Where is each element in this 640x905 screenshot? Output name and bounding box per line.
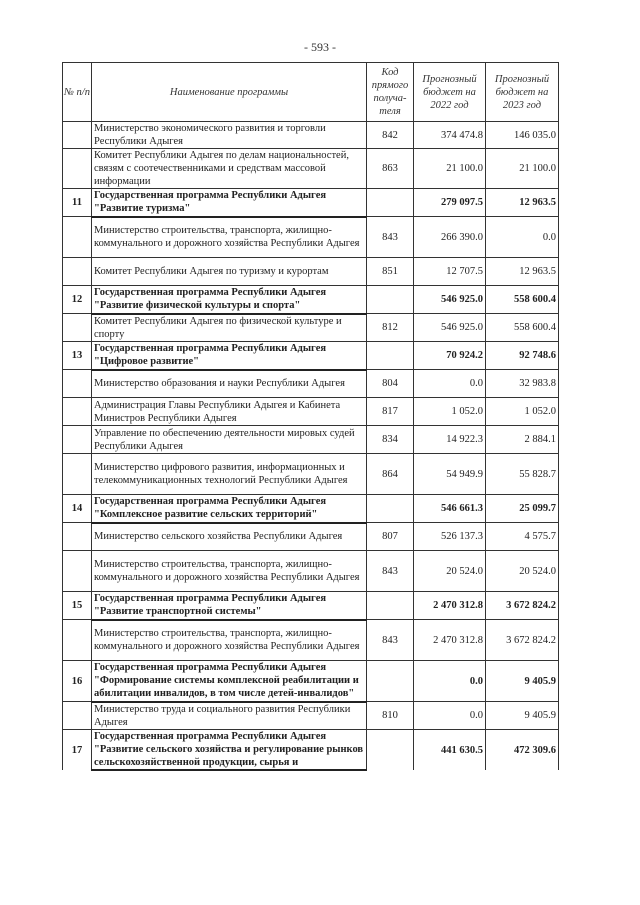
table-header-row bbox=[63, 63, 559, 122]
row-number bbox=[63, 149, 92, 189]
row-budget-2023: 146 035.0 bbox=[486, 122, 559, 149]
row-name: Администрация Главы Республики Адыгея и Кабинета Министров Республики Адыгея bbox=[92, 398, 367, 426]
row-budget-2022: 546 661.3 bbox=[414, 495, 486, 523]
row-code bbox=[367, 495, 414, 523]
row-budget-2023: 4 575.7 bbox=[486, 523, 559, 551]
row-budget-2022: 0.0 bbox=[414, 702, 486, 730]
row-number bbox=[63, 620, 92, 661]
program-row bbox=[63, 495, 559, 523]
table-row bbox=[63, 122, 559, 149]
row-number: 12 bbox=[63, 286, 92, 314]
program-row bbox=[63, 286, 559, 314]
table-row bbox=[63, 551, 559, 592]
row-name: Министерство строительства, транспорта, жилищно-коммунального и дорожного хозяйства Республики Адыгея bbox=[92, 217, 367, 258]
page-number: - 593 - bbox=[304, 40, 336, 54]
row-budget-2022: 14 922.3 bbox=[414, 426, 486, 454]
row-budget-2023: 2 884.1 bbox=[486, 426, 559, 454]
table-row bbox=[63, 398, 559, 426]
row-code: 817 bbox=[367, 398, 414, 426]
row-budget-2022: 0.0 bbox=[414, 370, 486, 398]
row-name: Государственная программа Республики Адыгея "Развитие сельского хозяйства и регулирование рынков сельскохозяйственной продукции, сырья и bbox=[92, 730, 367, 771]
budget-table bbox=[62, 62, 559, 771]
row-budget-2022: 12 707.5 bbox=[414, 258, 486, 286]
table-row bbox=[63, 702, 559, 730]
row-number bbox=[63, 426, 92, 454]
row-budget-2023: 55 828.7 bbox=[486, 454, 559, 495]
row-number bbox=[63, 217, 92, 258]
row-name: Комитет Республики Адыгея по физической культуре и спорту bbox=[92, 314, 367, 342]
row-code bbox=[367, 286, 414, 314]
table-row bbox=[63, 149, 559, 189]
table-row bbox=[63, 426, 559, 454]
row-code: 834 bbox=[367, 426, 414, 454]
program-row bbox=[63, 592, 559, 620]
row-budget-2023: 3 672 824.2 bbox=[486, 620, 559, 661]
row-number bbox=[63, 370, 92, 398]
program-row bbox=[63, 189, 559, 217]
row-budget-2023: 21 100.0 bbox=[486, 149, 559, 189]
row-budget-2022: 0.0 bbox=[414, 661, 486, 702]
row-number: 16 bbox=[63, 661, 92, 702]
row-budget-2023: 12 963.5 bbox=[486, 189, 559, 217]
row-budget-2023: 25 099.7 bbox=[486, 495, 559, 523]
row-code bbox=[367, 730, 414, 771]
row-name: Министерство образования и науки Республики Адыгея bbox=[92, 370, 367, 398]
table-row bbox=[63, 314, 559, 342]
row-budget-2022: 2 470 312.8 bbox=[414, 592, 486, 620]
row-code: 843 bbox=[367, 217, 414, 258]
row-number bbox=[63, 551, 92, 592]
row-code: 843 bbox=[367, 551, 414, 592]
row-name: Государственная программа Республики Адыгея "Развитие туризма" bbox=[92, 189, 367, 217]
row-number: 11 bbox=[63, 189, 92, 217]
row-name: Министерство труда и социального развития Республики Адыгея bbox=[92, 702, 367, 730]
row-code bbox=[367, 592, 414, 620]
program-row bbox=[63, 342, 559, 370]
table-row bbox=[63, 454, 559, 495]
row-code: 812 bbox=[367, 314, 414, 342]
row-number bbox=[63, 258, 92, 286]
row-budget-2022: 279 097.5 bbox=[414, 189, 486, 217]
row-code bbox=[367, 189, 414, 217]
row-budget-2022: 20 524.0 bbox=[414, 551, 486, 592]
header-2023: Прогнозный бюджет на 2023 год bbox=[486, 63, 559, 122]
row-name: Управление по обеспечению деятельности мировых судей Республики Адыгея bbox=[92, 426, 367, 454]
row-code: 842 bbox=[367, 122, 414, 149]
row-code: 804 bbox=[367, 370, 414, 398]
row-name: Комитет Республики Адыгея по делам национальностей, связям с соотечественниками и средствам массовой информации bbox=[92, 149, 367, 189]
row-budget-2023: 558 600.4 bbox=[486, 314, 559, 342]
row-budget-2022: 1 052.0 bbox=[414, 398, 486, 426]
program-row bbox=[63, 661, 559, 702]
row-budget-2022: 546 925.0 bbox=[414, 286, 486, 314]
row-code bbox=[367, 342, 414, 370]
row-number bbox=[63, 523, 92, 551]
table-row bbox=[63, 620, 559, 661]
table-row bbox=[63, 258, 559, 286]
row-name: Министерство сельского хозяйства Республики Адыгея bbox=[92, 523, 367, 551]
header-code: Код прямого получа-теля bbox=[367, 63, 414, 122]
row-number bbox=[63, 398, 92, 426]
table-row bbox=[63, 217, 559, 258]
row-number bbox=[63, 122, 92, 149]
row-budget-2023: 12 963.5 bbox=[486, 258, 559, 286]
row-code: 864 bbox=[367, 454, 414, 495]
row-budget-2023: 472 309.6 bbox=[486, 730, 559, 771]
row-code: 807 bbox=[367, 523, 414, 551]
row-budget-2023: 92 748.6 bbox=[486, 342, 559, 370]
row-budget-2023: 0.0 bbox=[486, 217, 559, 258]
row-name: Государственная программа Республики Адыгея "Цифровое развитие" bbox=[92, 342, 367, 370]
row-number bbox=[63, 314, 92, 342]
row-budget-2023: 1 052.0 bbox=[486, 398, 559, 426]
row-name: Государственная программа Республики Адыгея "Комплексное развитие сельских территорий" bbox=[92, 495, 367, 523]
row-budget-2022: 546 925.0 bbox=[414, 314, 486, 342]
row-name: Министерство строительства, транспорта, жилищно-коммунального и дорожного хозяйства Республики Адыгея bbox=[92, 551, 367, 592]
row-budget-2023: 9 405.9 bbox=[486, 661, 559, 702]
header-name: Наименование программы bbox=[92, 63, 367, 122]
row-budget-2022: 21 100.0 bbox=[414, 149, 486, 189]
row-name: Комитет Республики Адыгея по туризму и курортам bbox=[92, 258, 367, 286]
row-number: 14 bbox=[63, 495, 92, 523]
row-name: Министерство цифрового развития, информационных и телекоммуникационных технологий Республики Адыгея bbox=[92, 454, 367, 495]
row-number: 13 bbox=[63, 342, 92, 370]
row-budget-2023: 32 983.8 bbox=[486, 370, 559, 398]
row-code: 863 bbox=[367, 149, 414, 189]
row-name: Министерство экономического развития и торговли Республики Адыгея bbox=[92, 122, 367, 149]
row-name: Государственная программа Республики Адыгея "Развитие транспортной системы" bbox=[92, 592, 367, 620]
row-name: Государственная программа Республики Адыгея "Формирование системы комплексной реабилитации и абилитации инвалидов, в том числе детей-инвалидов" bbox=[92, 661, 367, 702]
row-budget-2023: 9 405.9 bbox=[486, 702, 559, 730]
row-budget-2022: 441 630.5 bbox=[414, 730, 486, 771]
row-code: 843 bbox=[367, 620, 414, 661]
row-budget-2023: 558 600.4 bbox=[486, 286, 559, 314]
row-code bbox=[367, 661, 414, 702]
row-name: Министерство строительства, транспорта, жилищно-коммунального и дорожного хозяйства Республики Адыгея bbox=[92, 620, 367, 661]
row-budget-2022: 374 474.8 bbox=[414, 122, 486, 149]
row-code: 851 bbox=[367, 258, 414, 286]
row-number bbox=[63, 702, 92, 730]
row-budget-2022: 70 924.2 bbox=[414, 342, 486, 370]
row-code: 810 bbox=[367, 702, 414, 730]
row-budget-2023: 3 672 824.2 bbox=[486, 592, 559, 620]
row-number bbox=[63, 454, 92, 495]
table-row bbox=[63, 523, 559, 551]
program-row bbox=[63, 730, 559, 771]
row-number: 15 bbox=[63, 592, 92, 620]
table-body bbox=[63, 122, 559, 771]
row-budget-2022: 54 949.9 bbox=[414, 454, 486, 495]
header-num: № п/п bbox=[63, 63, 92, 122]
table-row bbox=[63, 370, 559, 398]
row-budget-2022: 526 137.3 bbox=[414, 523, 486, 551]
header-2022: Прогнозный бюджет на 2022 год bbox=[414, 63, 486, 122]
row-number: 17 bbox=[63, 730, 92, 771]
row-name: Государственная программа Республики Адыгея "Развитие физической культуры и спорта" bbox=[92, 286, 367, 314]
row-budget-2023: 20 524.0 bbox=[486, 551, 559, 592]
row-budget-2022: 266 390.0 bbox=[414, 217, 486, 258]
row-budget-2022: 2 470 312.8 bbox=[414, 620, 486, 661]
